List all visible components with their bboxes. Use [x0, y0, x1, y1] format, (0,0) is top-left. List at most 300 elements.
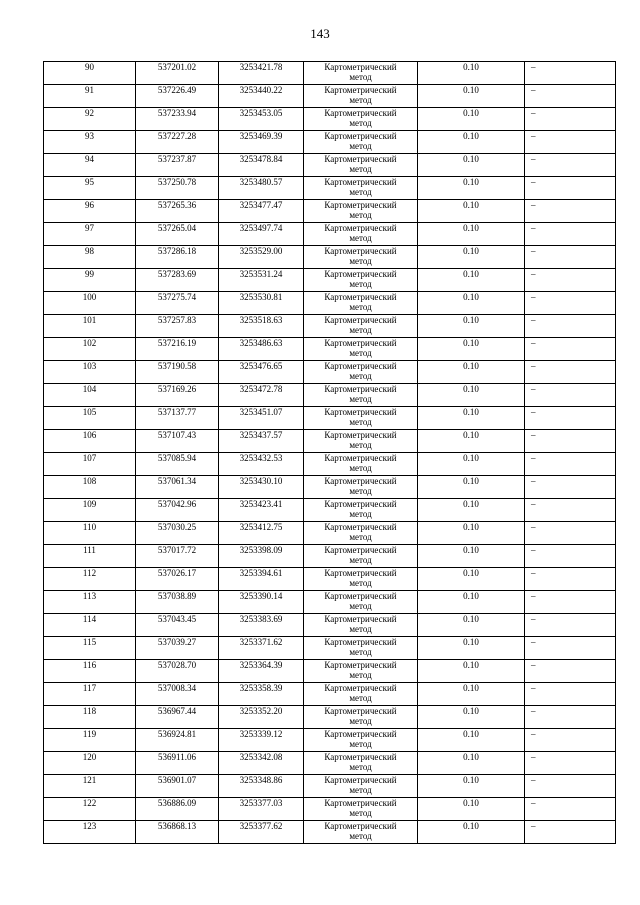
- method-line-1: Картометрический: [324, 706, 397, 716]
- note-value: –: [531, 798, 536, 808]
- accuracy-cell: [418, 200, 525, 223]
- table-row: [44, 269, 616, 292]
- accuracy-value: 0.10: [463, 154, 479, 164]
- table-row: [44, 683, 616, 706]
- method-cell: [304, 361, 418, 384]
- accuracy-value: 0.10: [463, 200, 479, 210]
- x-coordinate-value: 537265.04: [157, 223, 197, 233]
- accuracy-value: 0.10: [463, 683, 479, 693]
- note-cell: [525, 154, 616, 177]
- accuracy-value: 0.10: [463, 545, 479, 555]
- note-cell: [525, 108, 616, 131]
- coordinates-table: [43, 61, 616, 844]
- y-coordinate-cell: [219, 223, 304, 246]
- x-coordinate-cell: [136, 246, 219, 269]
- method-line-2: метод: [349, 278, 372, 289]
- x-coordinate-cell: [136, 591, 219, 614]
- note-value: –: [531, 453, 536, 463]
- accuracy-cell: [418, 752, 525, 775]
- y-coordinate-cell: [219, 131, 304, 154]
- x-coordinate-value: 537226.49: [157, 85, 197, 95]
- accuracy-value: 0.10: [463, 729, 479, 739]
- y-coordinate-value: 3253529.00: [239, 246, 283, 256]
- method-line-2: метод: [349, 738, 372, 749]
- method-line-2: метод: [349, 830, 372, 841]
- point-number-value: 93: [85, 131, 94, 141]
- point-number-cell: [44, 62, 136, 85]
- y-coordinate-cell: [219, 108, 304, 131]
- note-value: –: [531, 177, 536, 187]
- point-number-cell: [44, 568, 136, 591]
- method-line-1: Картометрический: [324, 246, 397, 256]
- point-number-cell: [44, 545, 136, 568]
- method-line-2: метод: [349, 324, 372, 335]
- y-coordinate-value: 3253383.69: [239, 614, 283, 624]
- note-cell: [525, 407, 616, 430]
- accuracy-value: 0.10: [463, 499, 479, 509]
- accuracy-cell: [418, 568, 525, 591]
- method-cell: [304, 177, 418, 200]
- point-number-value: 98: [85, 246, 94, 256]
- y-coordinate-value: 3253432.53: [239, 453, 283, 463]
- accuracy-cell: [418, 108, 525, 131]
- method-line-1: Картометрический: [324, 85, 397, 95]
- method-line-2: метод: [349, 531, 372, 542]
- x-coordinate-value: 537201.02: [157, 62, 197, 72]
- table-row: [44, 384, 616, 407]
- accuracy-value: 0.10: [463, 246, 479, 256]
- point-number-cell: [44, 154, 136, 177]
- point-number-value: 118: [82, 706, 97, 716]
- x-coordinate-cell: [136, 108, 219, 131]
- accuracy-value: 0.10: [463, 223, 479, 233]
- x-coordinate-value: 537038.89: [157, 591, 197, 601]
- x-coordinate-cell: [136, 614, 219, 637]
- note-cell: [525, 131, 616, 154]
- point-number-value: 96: [85, 200, 94, 210]
- accuracy-cell: [418, 729, 525, 752]
- x-coordinate-cell: [136, 430, 219, 453]
- y-coordinate-value: 3253469.39: [239, 131, 283, 141]
- method-line-2: метод: [349, 784, 372, 795]
- point-number-value: 95: [85, 177, 94, 187]
- table-row: [44, 338, 616, 361]
- x-coordinate-value: 536886.09: [157, 798, 197, 808]
- method-cell: [304, 522, 418, 545]
- y-coordinate-value: 3253531.24: [239, 269, 283, 279]
- point-number-cell: [44, 637, 136, 660]
- y-coordinate-value: 3253377.03: [239, 798, 283, 808]
- point-number-cell: [44, 453, 136, 476]
- accuracy-value: 0.10: [463, 614, 479, 624]
- method-cell: [304, 660, 418, 683]
- y-coordinate-value: 3253390.14: [239, 591, 283, 601]
- point-number-cell: [44, 200, 136, 223]
- accuracy-value: 0.10: [463, 430, 479, 440]
- accuracy-value: 0.10: [463, 591, 479, 601]
- note-cell: [525, 85, 616, 108]
- table-row: [44, 292, 616, 315]
- y-coordinate-cell: [219, 361, 304, 384]
- y-coordinate-cell: [219, 430, 304, 453]
- x-coordinate-cell: [136, 292, 219, 315]
- method-line-1: Картометрический: [324, 752, 397, 762]
- table-row: [44, 407, 616, 430]
- table-row: [44, 522, 616, 545]
- method-cell: [304, 223, 418, 246]
- point-number-cell: [44, 821, 136, 844]
- x-coordinate-cell: [136, 821, 219, 844]
- method-line-1: Картометрический: [324, 660, 397, 670]
- y-coordinate-cell: [219, 798, 304, 821]
- note-cell: [525, 177, 616, 200]
- x-coordinate-cell: [136, 407, 219, 430]
- method-line-2: метод: [349, 462, 372, 473]
- x-coordinate-value: 537265.36: [157, 200, 197, 210]
- note-value: –: [531, 729, 536, 739]
- method-cell: [304, 453, 418, 476]
- x-coordinate-cell: [136, 660, 219, 683]
- method-line-2: метод: [349, 761, 372, 772]
- y-coordinate-value: 3253339.12: [239, 729, 283, 739]
- accuracy-value: 0.10: [463, 522, 479, 532]
- y-coordinate-cell: [219, 315, 304, 338]
- x-coordinate-cell: [136, 683, 219, 706]
- table-row: [44, 499, 616, 522]
- point-number-value: 106: [82, 430, 97, 440]
- method-line-2: метод: [349, 232, 372, 243]
- point-number-value: 119: [82, 729, 97, 739]
- method-cell: [304, 798, 418, 821]
- point-number-cell: [44, 361, 136, 384]
- method-line-1: Картометрический: [324, 361, 397, 371]
- method-line-2: метод: [349, 255, 372, 266]
- x-coordinate-value: 537017.72: [157, 545, 197, 555]
- method-line-2: метод: [349, 94, 372, 105]
- x-coordinate-cell: [136, 752, 219, 775]
- x-coordinate-value: 537227.28: [157, 131, 197, 141]
- note-value: –: [531, 85, 536, 95]
- y-coordinate-value: 3253342.08: [239, 752, 283, 762]
- accuracy-cell: [418, 338, 525, 361]
- note-value: –: [531, 200, 536, 210]
- method-cell: [304, 200, 418, 223]
- x-coordinate-cell: [136, 476, 219, 499]
- accuracy-cell: [418, 154, 525, 177]
- accuracy-value: 0.10: [463, 85, 479, 95]
- x-coordinate-value: 537043.45: [157, 614, 197, 624]
- method-line-1: Картометрический: [324, 430, 397, 440]
- point-number-value: 112: [82, 568, 97, 578]
- table-row: [44, 568, 616, 591]
- point-number-value: 108: [82, 476, 97, 486]
- note-value: –: [531, 62, 536, 72]
- y-coordinate-cell: [219, 591, 304, 614]
- table-row: [44, 85, 616, 108]
- accuracy-value: 0.10: [463, 798, 479, 808]
- note-value: –: [531, 131, 536, 141]
- y-coordinate-cell: [219, 775, 304, 798]
- x-coordinate-cell: [136, 154, 219, 177]
- table-row: [44, 729, 616, 752]
- method-cell: [304, 384, 418, 407]
- x-coordinate-cell: [136, 177, 219, 200]
- x-coordinate-value: 537190.58: [157, 361, 197, 371]
- x-coordinate-cell: [136, 706, 219, 729]
- y-coordinate-cell: [219, 200, 304, 223]
- point-number-value: 114: [82, 614, 97, 624]
- note-value: –: [531, 223, 536, 233]
- note-cell: [525, 453, 616, 476]
- x-coordinate-cell: [136, 453, 219, 476]
- method-line-2: метод: [349, 692, 372, 703]
- method-line-2: метод: [349, 393, 372, 404]
- y-coordinate-cell: [219, 821, 304, 844]
- point-number-cell: [44, 85, 136, 108]
- y-coordinate-cell: [219, 407, 304, 430]
- accuracy-value: 0.10: [463, 706, 479, 716]
- x-coordinate-value: 536967.44: [157, 706, 197, 716]
- method-cell: [304, 637, 418, 660]
- method-line-1: Картометрический: [324, 453, 397, 463]
- note-value: –: [531, 384, 536, 394]
- method-line-1: Картометрический: [324, 545, 397, 555]
- x-coordinate-cell: [136, 269, 219, 292]
- method-line-2: метод: [349, 623, 372, 634]
- table-row: [44, 614, 616, 637]
- accuracy-cell: [418, 269, 525, 292]
- method-line-1: Картометрический: [324, 499, 397, 509]
- method-cell: [304, 568, 418, 591]
- method-cell: [304, 821, 418, 844]
- note-cell: [525, 315, 616, 338]
- point-number-value: 123: [82, 821, 97, 831]
- y-coordinate-value: 3253412.75: [239, 522, 283, 532]
- note-value: –: [531, 499, 536, 509]
- x-coordinate-value: 537107.43: [157, 430, 197, 440]
- method-cell: [304, 108, 418, 131]
- x-coordinate-cell: [136, 729, 219, 752]
- note-cell: [525, 637, 616, 660]
- method-cell: [304, 269, 418, 292]
- accuracy-value: 0.10: [463, 476, 479, 486]
- point-number-value: 110: [82, 522, 97, 532]
- y-coordinate-cell: [219, 637, 304, 660]
- method-line-2: метод: [349, 485, 372, 496]
- method-line-1: Картометрический: [324, 522, 397, 532]
- point-number-cell: [44, 683, 136, 706]
- point-number-cell: [44, 384, 136, 407]
- note-cell: [525, 62, 616, 85]
- table-row: [44, 660, 616, 683]
- accuracy-cell: [418, 361, 525, 384]
- accuracy-value: 0.10: [463, 315, 479, 325]
- method-cell: [304, 706, 418, 729]
- y-coordinate-value: 3253430.10: [239, 476, 283, 486]
- table-row: [44, 361, 616, 384]
- accuracy-cell: [418, 683, 525, 706]
- accuracy-cell: [418, 499, 525, 522]
- y-coordinate-cell: [219, 292, 304, 315]
- x-coordinate-value: 537042.96: [157, 499, 197, 509]
- table-row: [44, 453, 616, 476]
- note-value: –: [531, 591, 536, 601]
- x-coordinate-cell: [136, 637, 219, 660]
- method-cell: [304, 430, 418, 453]
- x-coordinate-value: 537008.34: [157, 683, 197, 693]
- y-coordinate-value: 3253486.63: [239, 338, 283, 348]
- accuracy-cell: [418, 614, 525, 637]
- x-coordinate-value: 536911.06: [158, 752, 196, 762]
- method-cell: [304, 752, 418, 775]
- note-cell: [525, 338, 616, 361]
- note-value: –: [531, 246, 536, 256]
- method-cell: [304, 338, 418, 361]
- note-value: –: [531, 637, 536, 647]
- accuracy-cell: [418, 476, 525, 499]
- method-cell: [304, 131, 418, 154]
- note-value: –: [531, 614, 536, 624]
- point-number-value: 91: [85, 85, 94, 95]
- point-number-value: 115: [82, 637, 97, 647]
- note-cell: [525, 706, 616, 729]
- accuracy-value: 0.10: [463, 269, 479, 279]
- y-coordinate-value: 3253371.62: [239, 637, 283, 647]
- page-number: 143: [310, 26, 330, 41]
- point-number-cell: [44, 775, 136, 798]
- accuracy-value: 0.10: [463, 775, 479, 785]
- x-coordinate-value: 537169.26: [157, 384, 197, 394]
- method-line-1: Картометрический: [324, 683, 397, 693]
- x-coordinate-value: 537283.69: [157, 269, 197, 279]
- method-line-2: метод: [349, 370, 372, 381]
- point-number-value: 116: [82, 660, 97, 670]
- x-coordinate-value: 537085.94: [157, 453, 197, 463]
- accuracy-cell: [418, 775, 525, 798]
- x-coordinate-value: 537237.87: [157, 154, 197, 164]
- method-line-2: метод: [349, 347, 372, 358]
- method-cell: [304, 775, 418, 798]
- note-value: –: [531, 154, 536, 164]
- note-value: –: [531, 545, 536, 555]
- method-line-1: Картометрический: [324, 154, 397, 164]
- table-row: [44, 821, 616, 844]
- method-cell: [304, 683, 418, 706]
- table-row: [44, 476, 616, 499]
- point-number-value: 92: [85, 108, 94, 118]
- accuracy-value: 0.10: [463, 752, 479, 762]
- y-coordinate-value: 3253478.84: [239, 154, 283, 164]
- accuracy-value: 0.10: [463, 637, 479, 647]
- method-line-2: метод: [349, 301, 372, 312]
- method-line-1: Картометрический: [324, 62, 397, 72]
- note-cell: [525, 614, 616, 637]
- note-cell: [525, 269, 616, 292]
- note-value: –: [531, 821, 536, 831]
- y-coordinate-cell: [219, 177, 304, 200]
- note-cell: [525, 752, 616, 775]
- point-number-cell: [44, 476, 136, 499]
- table-row: [44, 131, 616, 154]
- point-number-value: 117: [82, 683, 97, 693]
- accuracy-cell: [418, 223, 525, 246]
- point-number-value: 120: [82, 752, 97, 762]
- method-cell: [304, 154, 418, 177]
- method-line-1: Картометрический: [324, 292, 397, 302]
- note-value: –: [531, 315, 536, 325]
- y-coordinate-value: 3253440.22: [239, 85, 283, 95]
- method-line-1: Картометрический: [324, 108, 397, 118]
- accuracy-value: 0.10: [463, 453, 479, 463]
- table-row: [44, 223, 616, 246]
- table-row: [44, 430, 616, 453]
- method-line-1: Картометрический: [324, 338, 397, 348]
- point-number-cell: [44, 292, 136, 315]
- method-line-1: Картометрический: [324, 407, 397, 417]
- point-number-cell: [44, 269, 136, 292]
- method-line-2: метод: [349, 508, 372, 519]
- note-cell: [525, 522, 616, 545]
- x-coordinate-value: 537137.77: [157, 407, 197, 417]
- note-value: –: [531, 683, 536, 693]
- accuracy-value: 0.10: [463, 62, 479, 72]
- accuracy-cell: [418, 706, 525, 729]
- note-value: –: [531, 269, 536, 279]
- note-value: –: [531, 752, 536, 762]
- method-line-1: Картометрический: [324, 200, 397, 210]
- note-value: –: [531, 568, 536, 578]
- note-cell: [525, 729, 616, 752]
- note-cell: [525, 568, 616, 591]
- accuracy-value: 0.10: [463, 108, 479, 118]
- point-number-value: 109: [82, 499, 97, 509]
- x-coordinate-cell: [136, 499, 219, 522]
- point-number-cell: [44, 614, 136, 637]
- note-cell: [525, 430, 616, 453]
- point-number-value: 121: [82, 775, 97, 785]
- y-coordinate-value: 3253530.81: [239, 292, 283, 302]
- method-line-2: метод: [349, 140, 372, 151]
- note-value: –: [531, 522, 536, 532]
- accuracy-cell: [418, 246, 525, 269]
- note-value: –: [531, 660, 536, 670]
- note-value: –: [531, 361, 536, 371]
- point-number-cell: [44, 108, 136, 131]
- y-coordinate-cell: [219, 499, 304, 522]
- method-line-2: метод: [349, 186, 372, 197]
- y-coordinate-value: 3253358.39: [239, 683, 283, 693]
- accuracy-value: 0.10: [463, 292, 479, 302]
- point-number-cell: [44, 131, 136, 154]
- method-line-2: метод: [349, 807, 372, 818]
- y-coordinate-value: 3253453.05: [239, 108, 283, 118]
- method-line-1: Картометрический: [324, 177, 397, 187]
- table-row: [44, 154, 616, 177]
- y-coordinate-cell: [219, 683, 304, 706]
- x-coordinate-value: 537233.94: [157, 108, 197, 118]
- point-number-value: 122: [82, 798, 97, 808]
- y-coordinate-cell: [219, 568, 304, 591]
- table-row: [44, 637, 616, 660]
- point-number-cell: [44, 591, 136, 614]
- method-line-2: метод: [349, 669, 372, 680]
- y-coordinate-value: 3253377.62: [239, 821, 283, 831]
- x-coordinate-cell: [136, 522, 219, 545]
- y-coordinate-value: 3253437.57: [239, 430, 283, 440]
- method-line-1: Картометрический: [324, 821, 397, 831]
- note-cell: [525, 660, 616, 683]
- accuracy-cell: [418, 384, 525, 407]
